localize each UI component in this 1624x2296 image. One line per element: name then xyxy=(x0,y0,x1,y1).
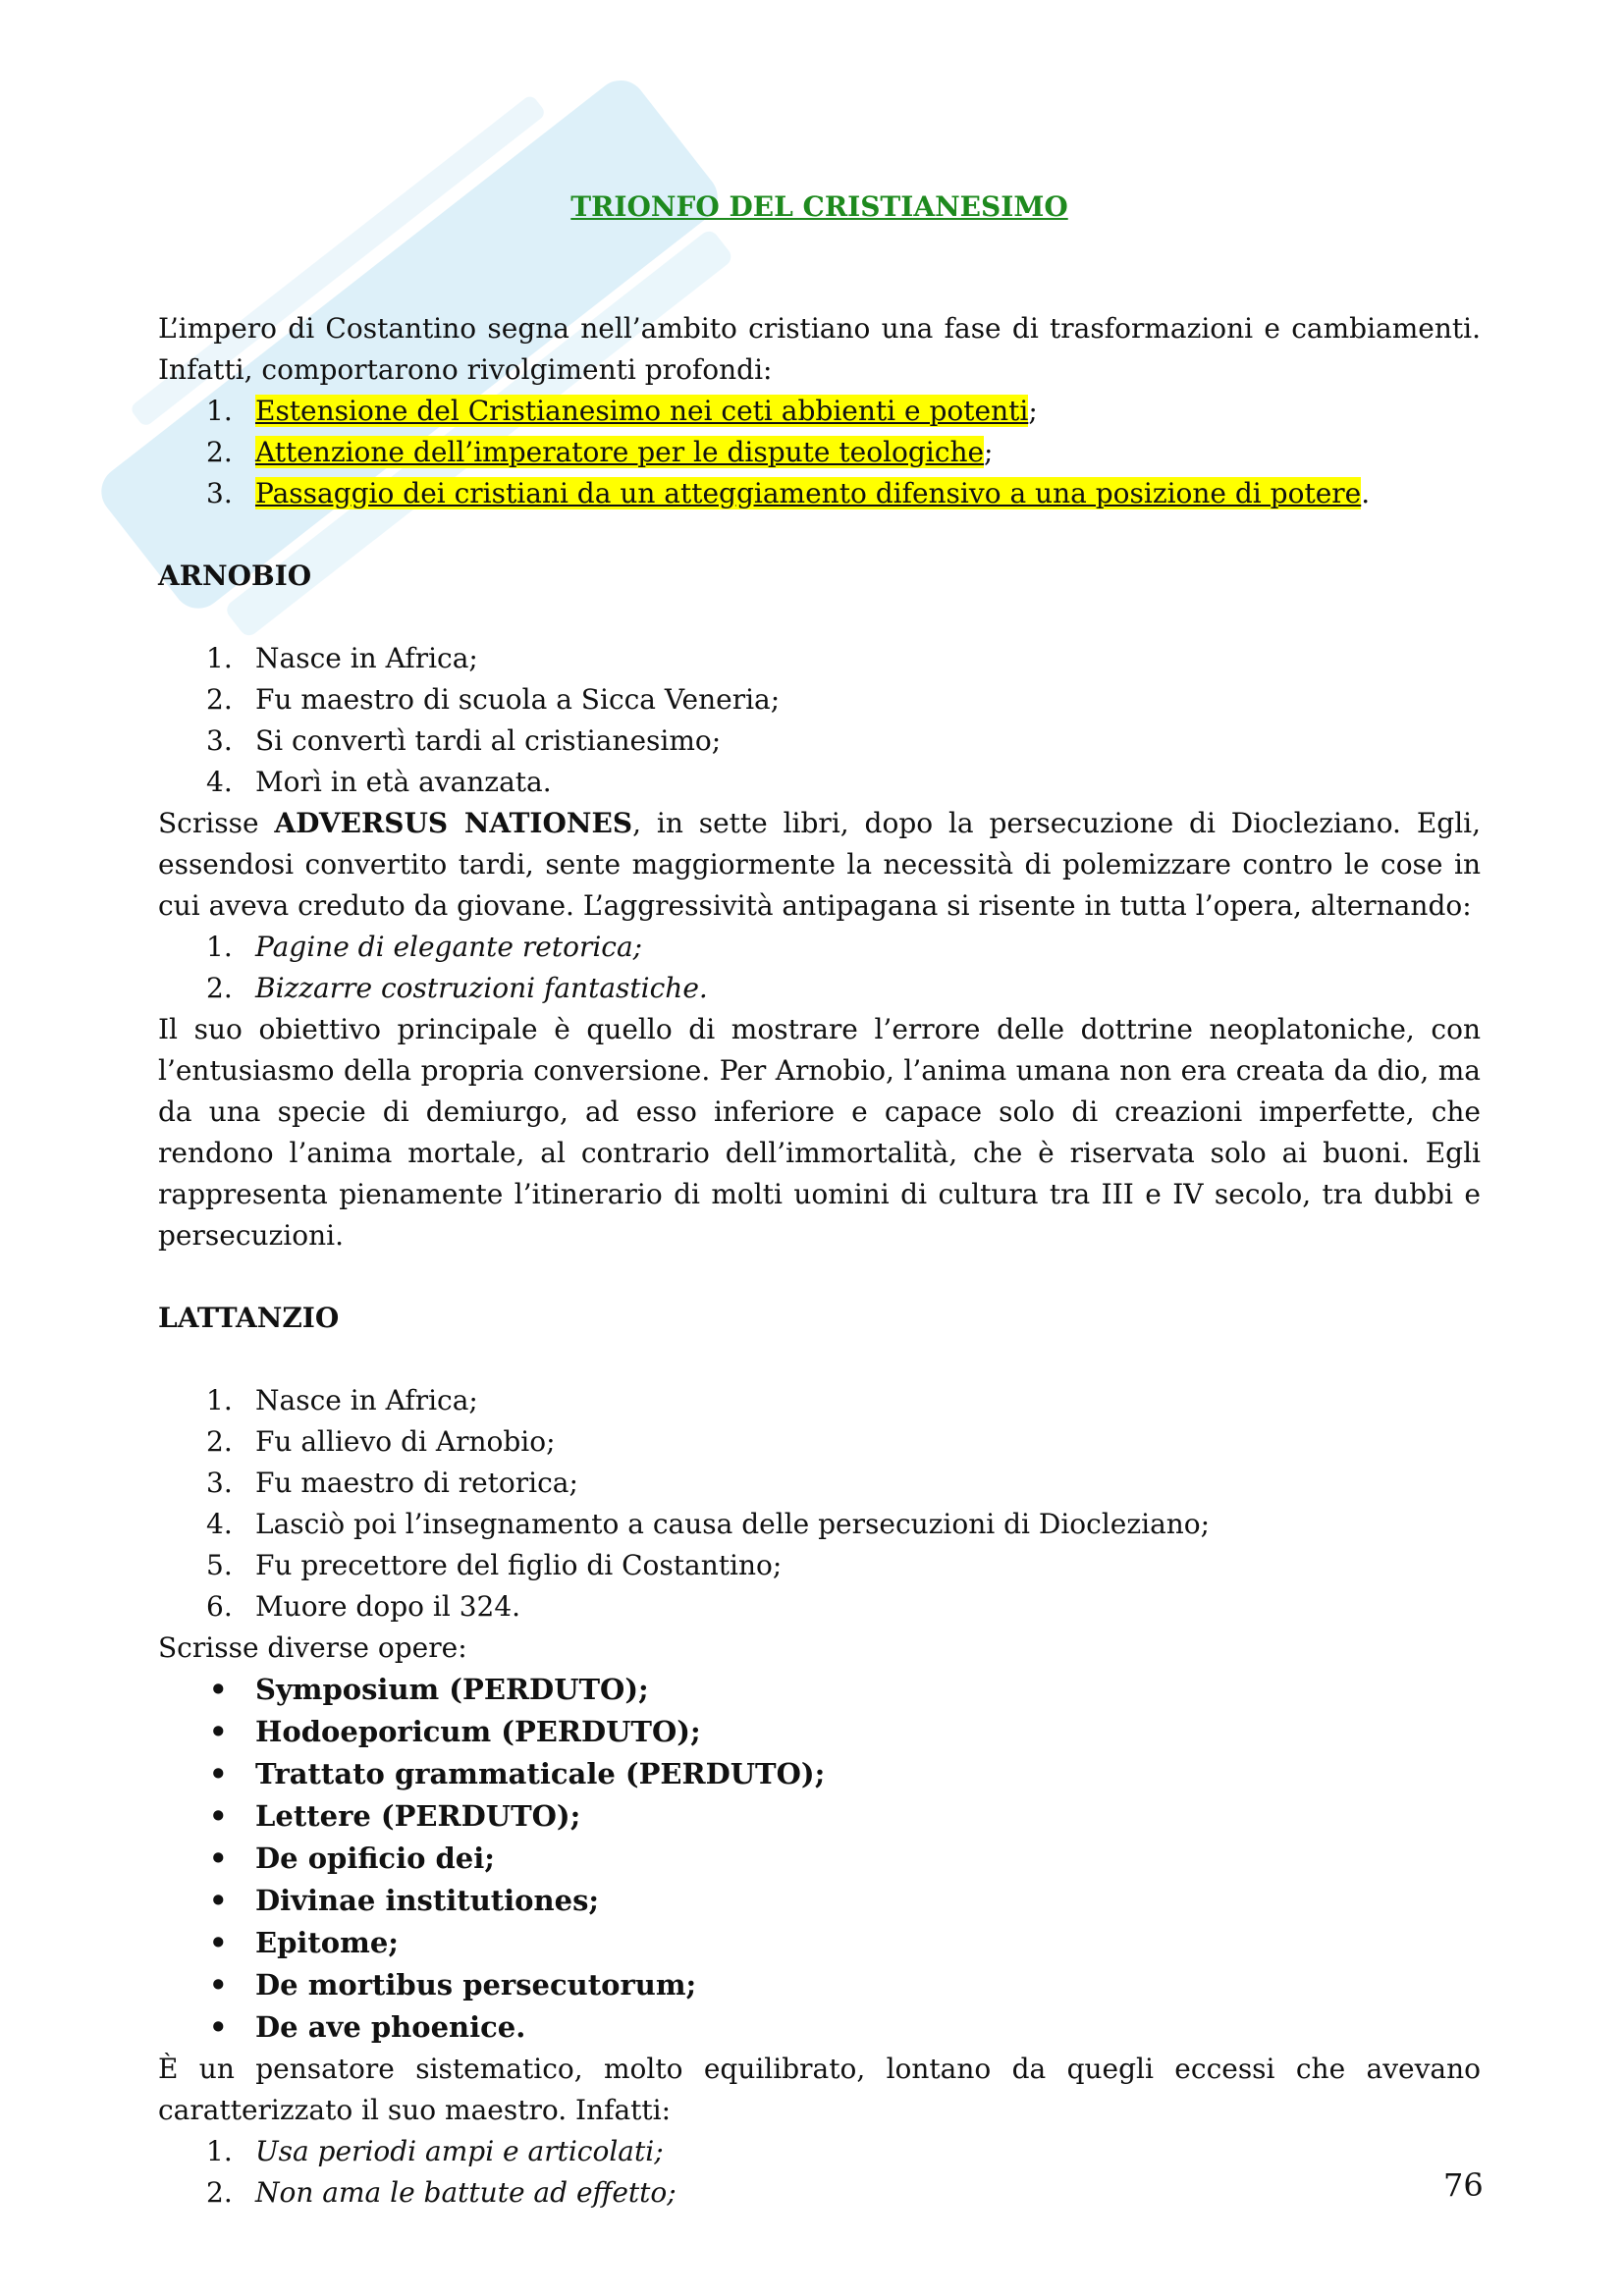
list-item: • Hodoeporicum (PERDUTO); xyxy=(158,1711,1481,1753)
list-item: • Epitome; xyxy=(158,1922,1481,1964)
list-item: 2. Fu maestro di scuola a Sicca Veneria; xyxy=(206,683,781,716)
bullet-icon: • xyxy=(209,1673,228,1706)
list-item: • De ave phoenice. xyxy=(158,2006,1481,2049)
list-item: • De opificio dei; xyxy=(158,1838,1481,1880)
lattanzio-facts-list xyxy=(158,1380,1481,1628)
list-item: • Symposium (PERDUTO); xyxy=(158,1669,1481,1711)
list-item: 4. Morì in età avanzata. xyxy=(206,766,552,798)
list-item: 3. Si convertì tardi al cristianesimo; xyxy=(206,724,722,757)
list-item: • Divinae institutiones; xyxy=(158,1880,1481,1922)
list-item: • Lettere (PERDUTO); xyxy=(158,1795,1481,1838)
bullet-icon: • xyxy=(209,1968,228,2002)
list-item: 1. Nasce in Africa; xyxy=(206,1384,478,1416)
lattanzio-works-intro: Scrisse diverse opere: xyxy=(158,1631,467,1664)
arnobio-facts-list xyxy=(158,638,1481,803)
lattanzio-paragraph: È un pensatore sistematico, molto equilibrato, lontano da quegli eccessi che avevano caratterizzato il suo maestro. Infatti: xyxy=(158,2053,1481,2126)
list-item: • Trattato grammaticale (PERDUTO); xyxy=(158,1753,1481,1795)
list-item: 6. Muore dopo il 324. xyxy=(206,1590,521,1623)
list-item: 2. Fu allievo di Arnobio; xyxy=(206,1425,556,1458)
intro-list xyxy=(158,391,1481,514)
list-item: 3. Passaggio dei cristiani da un atteggiamento difensivo a una posizione di potere. xyxy=(206,477,1371,509)
list-item: 1. Nasce in Africa; xyxy=(206,642,478,674)
arnobio-style-list xyxy=(158,927,1481,1009)
intro-paragraph: L’impero di Costantino segna nell’ambito cristiano una fase di trasformazioni e cambiamenti. Infatti, comportarono rivolgimenti profondi: xyxy=(158,312,1481,386)
list-item: 3. Fu maestro di retorica; xyxy=(206,1467,578,1499)
list-item: 2. Attenzione dell’imperatore per le dispute teologiche; xyxy=(206,436,994,468)
bullet-icon: • xyxy=(209,1926,228,1959)
list-item: 1. Usa periodi ampi e articolati; xyxy=(206,2135,664,2167)
bullet-icon: • xyxy=(209,1799,228,1833)
bullet-icon: • xyxy=(209,1884,228,1917)
list-item: • De mortibus persecutorum; xyxy=(158,1964,1481,2006)
bullet-icon: • xyxy=(209,1842,228,1875)
work-title-adversus-nationes: ADVERSUS NATIONES xyxy=(274,807,633,839)
arnobio-paragraph-2: Il suo obiettivo principale è quello di mostrare l’errore delle dottrine neoplatoniche, con l’entusiasmo della propria conversione. Per Arnobio, l’anima umana non era creata da dio, ma da una specie di demiurgo, ad esso inferiore e capace solo di creazioni imperfette, che rendono l’anima mortale, al contrario dell’immortalità, che è riservata solo ai buoni. Egli rappresenta pienamente l’itinerario di molti uomini di cultura tra III e IV secolo, tra dubbi e persecuzioni. xyxy=(158,1013,1481,1252)
page-number: 76 xyxy=(1443,2166,1484,2204)
list-item: 2. Bizzarre costruzioni fantastiche. xyxy=(206,972,708,1004)
bullet-icon: • xyxy=(209,1715,228,1748)
page-title: TRIONFO DEL CRISTIANESIMO xyxy=(570,190,1068,223)
list-item: 4. Lasciò poi l’insegnamento a causa delle persecuzioni di Diocleziano; xyxy=(206,1508,1211,1540)
list-item: 2. Non ama le battute ad effetto; xyxy=(206,2176,677,2209)
list-item: 5. Fu precettore del figlio di Costantino; xyxy=(206,1549,783,1581)
list-item: 1. Estensione del Cristianesimo nei ceti abbienti e potenti; xyxy=(206,395,1038,427)
arnobio-paragraph-1: Scrisse ADVERSUS NATIONES, in sette libri, dopo la persecuzione di Diocleziano. Egli, essendosi convertito tardi, sente maggiormente la necessità di polemizzare contro le cose in cui aveva creduto da giovane. L’aggressività antipagana si risente in tutta l’opera, alternando: xyxy=(158,807,1481,922)
document-body xyxy=(158,187,1481,2214)
lattanzio-works-list xyxy=(158,1669,1481,2049)
list-item: 1. Pagine di elegante retorica; xyxy=(206,931,643,963)
bullet-icon: • xyxy=(209,2010,228,2044)
lattanzio-style-list xyxy=(158,2131,1481,2214)
section-heading-lattanzio: LATTANZIO xyxy=(158,1302,340,1334)
section-heading-arnobio: ARNOBIO xyxy=(158,560,312,592)
bullet-icon: • xyxy=(209,1757,228,1790)
